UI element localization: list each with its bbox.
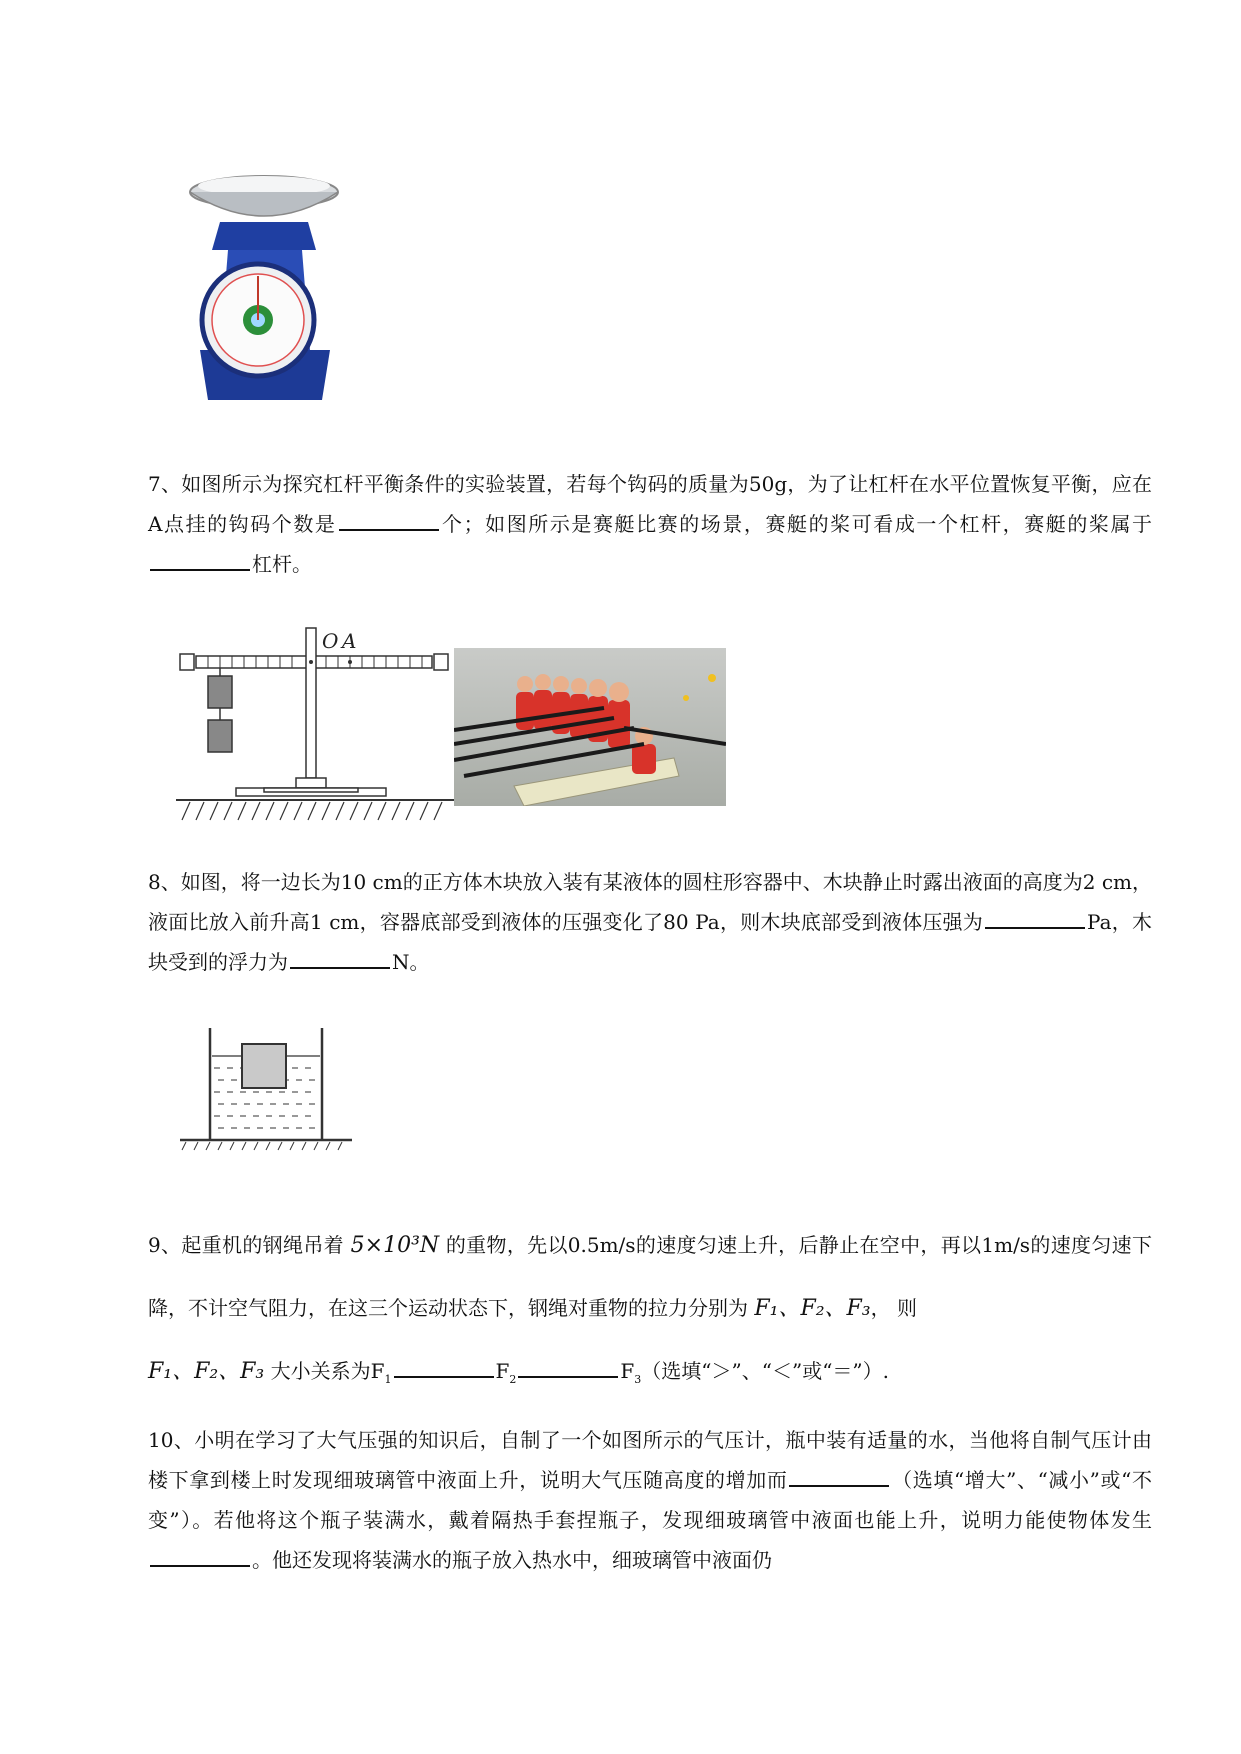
forces-expression: F₁、F₂、F₃ <box>754 1296 871 1321</box>
answer-blank-9b[interactable] <box>518 1356 618 1378</box>
question-8: 8、如图，将一边长为10 cm的正方体木块放入装有某液体的圆柱形容器中、木块静止时露出液面的高度为2 cm，液面比放入前升高1 cm，容器底部受到液体的压强变化了80 Pa，则木块底部受到液体压强为 Pa，木块受到的浮力为 N。 <box>148 870 1152 974</box>
answer-blank-10a[interactable] <box>789 1465 889 1487</box>
question-7: 7、如图所示为探究杠杆平衡条件的实验装置，若每个钩码的质量为50g，为了让杠杆在水平位置恢复平衡，应在A点挂的钩码个数是 个；如图所示是赛艇比赛的场景，赛艇的桨可看成一个杠杆，赛艇的桨属于杠杆。 <box>148 472 1153 576</box>
weight-expression: 5×10³N <box>350 1233 440 1258</box>
rowing-photo <box>454 648 726 806</box>
question-9: 9、起重机的钢绳吊着 5×10³N 的重物，先以0.5m/s的速度匀速上升，后静止在空中，再以1m/s的速度匀速下降，不计空气阻力，在这三个运动状态下，钢绳对重物的拉力分别为 F₁、F₂、F₃， 则 F₁、F₂、F₃ 大小关系为$F_1$ $F_2$ $F_3$（选填“＞”、“＜”或“＝”）. <box>148 1233 1153 1386</box>
answer-blank-8b[interactable] <box>290 947 390 969</box>
lever-figure <box>176 620 454 825</box>
forces-expression-2: F₁、F₂、F₃ <box>148 1359 265 1384</box>
question-10: 10、小明在学习了大气压强的知识后，自制了一个如图所示的气压计，瓶中装有适量的水，当他将自制气压计由楼下拿到楼上时发现细玻璃管中液面上升，说明大气压随高度的增加而 （选填“增大”、“减小”或“不变”）。若他将这个瓶子装满水，戴着隔热手套捏瓶子，发现细玻璃管中液面也能上升，说明力能使物体发生。他还发现将装满水的瓶子放入热水中，细玻璃管中液面仍 <box>148 1428 1153 1572</box>
answer-blank-7a[interactable] <box>339 509 439 531</box>
answer-blank-9a[interactable] <box>394 1356 494 1378</box>
lever-label-o: O <box>322 629 339 653</box>
answer-blank-7b[interactable] <box>150 549 250 571</box>
scale-figure <box>180 170 340 410</box>
answer-blank-8a[interactable] <box>985 907 1085 929</box>
lever-label-a: A <box>342 629 357 653</box>
container-figure <box>180 1028 352 1154</box>
answer-blank-10b[interactable] <box>150 1545 250 1567</box>
